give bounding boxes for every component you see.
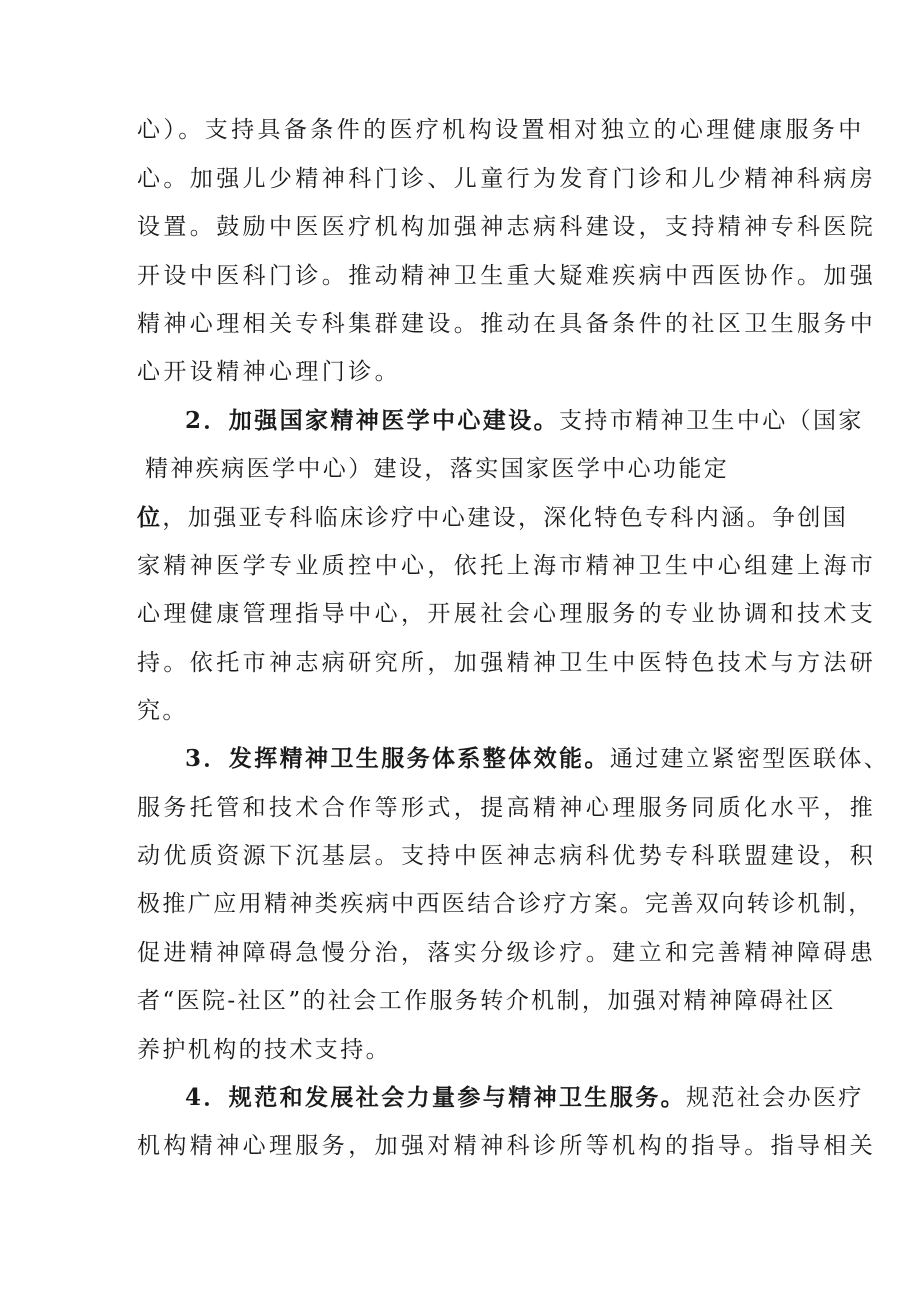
text-line: 动优质资源下沉基层。支持中医神志病科优势专科联盟建设，积 bbox=[137, 843, 877, 869]
text-line: 持。依托市神志病研究所，加强精神卫生中医特色技术与方法研 bbox=[137, 650, 877, 676]
text-line: 养护机构的技术支持。 bbox=[137, 1037, 391, 1063]
text-line: 家精神医学专业质控中心，依托上海市精神卫生中心组建上海市 bbox=[137, 553, 877, 579]
text-line: 精神疾病医学中心）建设，落实国家医学中心功能定 bbox=[145, 456, 730, 482]
text-span: 支持市精神卫生中心（国家 bbox=[559, 408, 864, 434]
text-line: 者“医院-社区”的社会工作服务转介机制，加强对精神障碍社区 bbox=[137, 988, 836, 1014]
text-line: 心）。支持具备条件的医疗机构设置相对独立的心理健康服务中 bbox=[137, 117, 865, 143]
section-heading-line bbox=[185, 407, 864, 435]
text-line: 机构精神心理服务，加强对精神科诊所等机构的指导。指导相关 bbox=[137, 1133, 877, 1159]
text-span: 通过建立紧密型医联体、 bbox=[609, 746, 890, 772]
text-line: 心。加强儿少精神科门诊、儿童行为发育门诊和儿少精神科病房 bbox=[137, 166, 877, 192]
section-heading: 3．发挥精神卫生服务体系整体效能。 bbox=[185, 745, 610, 772]
text-line: 精神心理相关专科集群建设。推动在具备条件的社区卫生服务中 bbox=[137, 311, 877, 337]
text-line: 开设中医科门诊。推动精神卫生重大疑难疾病中西医协作。加强 bbox=[137, 263, 877, 289]
text-line: 究。 bbox=[137, 698, 188, 724]
text-line: 服务托管和技术合作等形式，提高精神心理服务同质化水平，推 bbox=[137, 795, 877, 821]
text-span: ，加强亚专科临床诊疗中心建设，深化特色专科内涵。争创国 bbox=[162, 505, 849, 531]
section-heading-line bbox=[185, 1084, 864, 1112]
text-line: 设置。鼓励中医医疗机构加强神志病科建设，支持精神专科医院 bbox=[137, 214, 877, 240]
text-line bbox=[137, 504, 848, 532]
section-heading: 2．加强国家精神医学中心建设。 bbox=[185, 407, 560, 434]
text-line: 心理健康管理指导中心，开展社会心理服务的专业协调和技术支 bbox=[137, 601, 877, 627]
text-line: 极推广应用精神类疾病中西医结合诊疗方案。完善双向转诊机制， bbox=[137, 891, 874, 917]
section-heading-line bbox=[185, 745, 889, 773]
text-span: 规范社会办医疗 bbox=[686, 1085, 864, 1111]
bold-text-span: 位 bbox=[137, 504, 163, 531]
text-line: 心开设精神心理门诊。 bbox=[137, 359, 401, 385]
text-line: 促进精神障碍急慢分治，落实分级诊疗。建立和完善精神障碍患 bbox=[137, 940, 877, 966]
section-heading: 4．规范和发展社会力量参与精神卫生服务。 bbox=[185, 1084, 687, 1111]
